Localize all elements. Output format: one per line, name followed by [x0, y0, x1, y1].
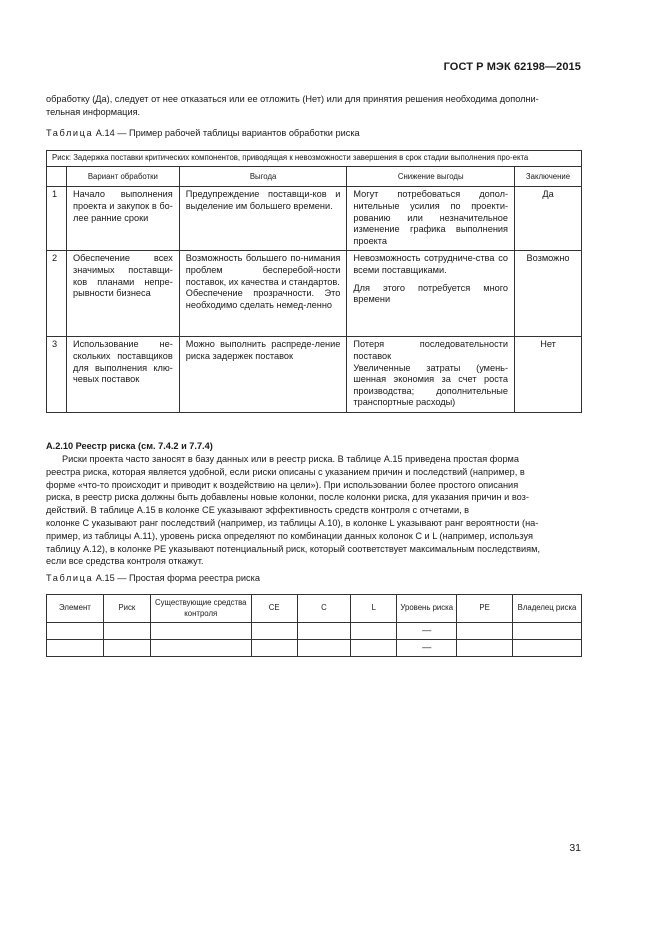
row-benefit: Предупреждение поставщи-ков и выделение им большего времени. — [179, 187, 347, 251]
section-paragraph — [46, 453, 582, 568]
header-row — [47, 166, 582, 187]
paragraph-line: колонке С указывают ранг последствий (например, из таблицы А.10), в колонке L указывают ранг вероятности (на- — [46, 517, 539, 528]
risk-row — [47, 151, 582, 167]
table-cell — [103, 640, 150, 657]
row-conclusion: Возможно — [515, 251, 582, 337]
header-owner: Владелец риска — [513, 595, 582, 623]
table-cell: — — [397, 640, 457, 657]
header-element: Элемент — [47, 595, 104, 623]
row-reduction: Могут потребоваться допол-нительные усилия по проекти-рованию или незначительное изменение графика выполнения проекта — [347, 187, 515, 251]
table-cell — [513, 640, 582, 657]
paragraph-line: реестра риска, которая является удобной, если риски описаны с указанием причин и последствий (например, в — [46, 466, 525, 477]
intro-line: тельная информация. — [46, 106, 141, 117]
risk-register-table — [46, 594, 582, 657]
table-cell: — — [397, 623, 457, 640]
reduction-paragraph: Для этого потребуется много времени — [353, 282, 509, 305]
row-reduction — [347, 337, 515, 413]
header-row — [47, 595, 582, 623]
header-pe: PE — [457, 595, 513, 623]
intro-paragraph — [46, 93, 582, 119]
table14-caption — [46, 128, 360, 138]
table-cell — [150, 640, 251, 657]
table-cell — [513, 623, 582, 640]
row-number: 2 — [47, 251, 67, 337]
table-cell — [47, 623, 104, 640]
document-header: ГОСТ Р МЭК 62198—2015 — [443, 61, 581, 73]
reduction-paragraph: Увеличенные затраты (умень-шенная экономия за счет роста производства; дополнительные транспортные расходы) — [353, 362, 509, 408]
table-row — [47, 251, 582, 337]
table14-caption-prefix: Таблица — [46, 128, 94, 138]
header-ce: CE — [251, 595, 297, 623]
reduction-paragraph: Невозможность сотрудниче-ства со всеми поставщиками. — [353, 253, 509, 275]
row-conclusion: Нет — [515, 337, 582, 413]
row-benefit: Можно выполнить распреде-ление риска задержек поставок — [179, 337, 347, 413]
benefit-paragraph: Возможность большего по-нимания проблем бесперебой-ности поставок, их качества и стандартов. — [185, 253, 341, 287]
paragraph-line: действий. В таблице А.15 в колонке CE указывают эффективность средств контроля с отчетами, в — [46, 505, 470, 516]
table15-caption-text: А.15 — Простая форма реестра риска — [93, 573, 260, 583]
header-controls: Существующие средства контроля — [150, 595, 251, 623]
treatment-options-table — [46, 150, 582, 413]
row-number: 3 — [47, 337, 67, 413]
row-benefit — [179, 251, 347, 337]
intro-line: обработку (Да), следует от нее отказаться или ее отложить (Нет) или для принятия решения необходима дополни- — [46, 94, 539, 104]
row-conclusion: Да — [515, 187, 582, 251]
table-row — [47, 337, 582, 413]
table-cell — [297, 640, 351, 657]
table-cell — [150, 623, 251, 640]
table-cell — [103, 623, 150, 640]
row-reduction — [347, 251, 515, 337]
table-row — [47, 640, 582, 657]
table15-caption — [46, 573, 260, 583]
table-cell — [297, 623, 351, 640]
reduction-paragraph: Потеря последовательности поставок — [353, 339, 509, 361]
paragraph-line: Риски проекта часто заносят в базу данных или в реестр риска. В таблице А.15 приведена простая форма — [62, 454, 519, 464]
row-option: Обеспечение всех значимых поставщи-ков планами непре-рывности бизнеса — [66, 251, 179, 337]
row-option: Начало выполнения проекта и закупок в бо-лее ранние сроки — [66, 187, 179, 251]
table-row — [47, 623, 582, 640]
header-num — [47, 166, 67, 187]
paragraph-line: пример, из таблицы А.11), уровень риска определяют по комбинации данных колонок С и L (например, используя — [46, 530, 533, 541]
header-risk: Риск — [103, 595, 150, 623]
paragraph-line: риска, в реестр риска должны быть добавлены новые колонки, после колонки риска, для указания причин и воз- — [46, 492, 529, 503]
row-number: 1 — [47, 187, 67, 251]
row-option: Использование не-скольких поставщиков для выполнения клю-чевых поставок — [66, 337, 179, 413]
risk-description: Риск: Задержка поставки критических компонентов, приводящая к невозможности завершения в срок стадии выполнения про-екта — [47, 151, 582, 167]
section-heading: А.2.10 Реестр риска (см. 7.4.2 и 7.7.4) — [46, 441, 213, 451]
table-cell — [251, 640, 297, 657]
header-conclusion: Заключение — [515, 166, 582, 187]
benefit-paragraph: Обеспечение прозрачности. Это необходимо сделать немед-ленно — [185, 288, 341, 310]
page-number: 31 — [569, 842, 581, 854]
paragraph-line: если все средства контроля откажут. — [46, 556, 204, 567]
table-cell — [351, 623, 397, 640]
paragraph-line: таблицу А.12), в колонке PE указывают потенциальный риск, который соответствует максимальным последствиям, — [46, 543, 540, 554]
header-l: L — [351, 595, 397, 623]
header-benefit: Выгода — [179, 166, 347, 187]
table-cell — [457, 623, 513, 640]
table14-caption-text: А.14 — Пример рабочей таблицы вариантов обработки риска — [93, 128, 360, 138]
table15-caption-prefix: Таблица — [46, 573, 94, 583]
table-cell — [457, 640, 513, 657]
header-risk-level: Уровень риска — [397, 595, 457, 623]
table-cell — [251, 623, 297, 640]
header-reduction: Снижение выгоды — [347, 166, 515, 187]
header-c: C — [297, 595, 351, 623]
table-cell — [47, 640, 104, 657]
table-row — [47, 187, 582, 251]
paragraph-line: форме «что-то происходит и приводит к воздействию на цели»). При использовании более простого описания — [46, 479, 519, 490]
table-cell — [351, 640, 397, 657]
header-option: Вариант обработки — [66, 166, 179, 187]
